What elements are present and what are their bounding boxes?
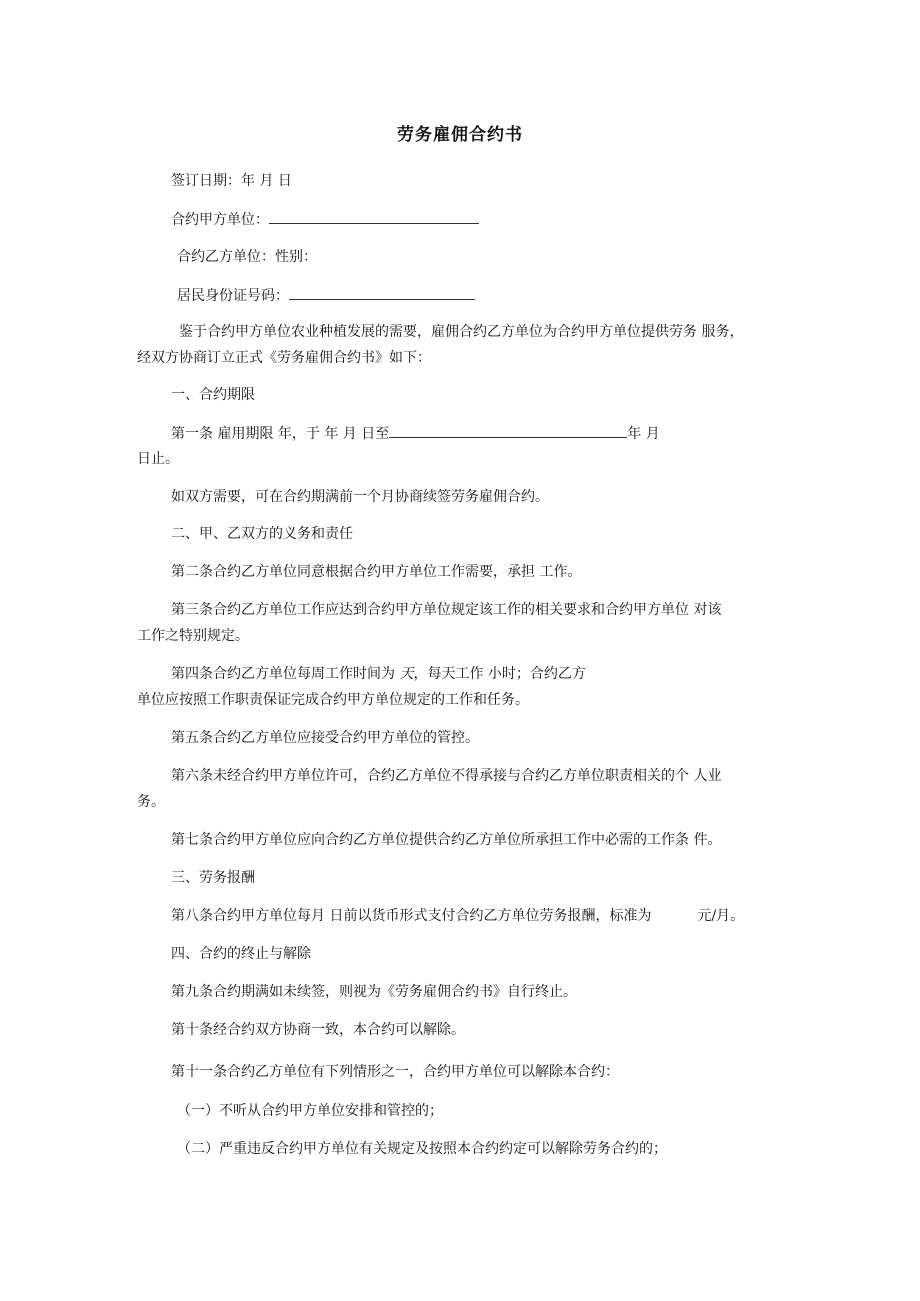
preamble-line-2: 经双方协商订立正式《劳务雇佣合约书》如下： — [137, 350, 431, 366]
article-1-text-end: 年 月 — [627, 426, 660, 442]
article-3-line-1: 第三条合约乙方单位工作应达到合约甲方单位规定该工作的相关要求和合约甲方单位 对该 — [171, 602, 722, 618]
article-1-blank — [389, 423, 627, 438]
article-4-days: 天 — [399, 666, 414, 682]
article-4-text-2: ，每天工作 小时；合约乙方 — [413, 666, 586, 682]
article-1-text: 第一条 雇用期限 年，于 年 月 日至 — [171, 426, 390, 442]
article-7: 第七条合约甲方单位应向合约乙方单位提供合约乙方单位所承担工作中必需的工作条 件。 — [171, 832, 722, 848]
article-3-line-2: 工作之特别规定。 — [137, 628, 249, 644]
section-2-heading: 二、甲、乙双方的义务和责任 — [171, 526, 353, 542]
id-line — [177, 285, 475, 306]
party-a-label: 合约甲方单位： — [171, 212, 269, 228]
article-4-line-1 — [171, 664, 586, 684]
preamble-line-1: 鉴于合约甲方单位农业种植发展的需要，雇佣合约乙方单位为合约甲方单位提供劳务 服务， — [179, 324, 744, 340]
section-4-heading: 四、合约的终止与解除 — [171, 946, 311, 962]
article-8-unit: 元/月。 — [697, 908, 745, 924]
party-a-line — [171, 209, 479, 230]
party-b-line: 合约乙方单位：性别： — [177, 249, 317, 265]
section-3-heading: 三、劳务报酬 — [171, 870, 255, 886]
article-4-text: 第四条合约乙方单位每周工作时间为 — [171, 666, 400, 682]
id-blank — [289, 285, 475, 300]
signing-date: 签订日期：年 月 日 — [171, 173, 292, 189]
id-label: 居民身份证号码： — [177, 288, 289, 304]
article-6-line-1: 第六条未经合约甲方单位许可，合约乙方单位不得承接与合约乙方单位职责相关的个 人业 — [171, 768, 722, 784]
article-6-line-2: 务。 — [137, 794, 165, 810]
article-9: 第九条合约期满如未续签，则视为《劳务雇佣合约书》自行终止。 — [171, 984, 577, 1000]
article-11-item-1: （一）不听从合约甲方单位安排和管控的； — [177, 1103, 443, 1119]
document-title: 劳务雇佣合约书 — [397, 125, 523, 145]
party-a-blank — [269, 209, 479, 224]
article-1-line-2: 日止。 — [137, 451, 179, 467]
article-11-item-2: （二）严重违反合约甲方单位有关规定及按照本合约约定可以解除劳务合约的； — [177, 1141, 667, 1157]
article-11: 第十一条合约乙方单位有下列情形之一，合约甲方单位可以解除本合约： — [171, 1064, 619, 1080]
section-1-heading: 一、合约期限 — [171, 387, 255, 403]
renewal-clause: 如双方需要，可在合约期满前一个月协商续签劳务雇佣合约。 — [171, 489, 549, 505]
article-4-line-2: 单位应按照工作职责保证完成合约甲方单位规定的工作和任务。 — [137, 692, 529, 708]
article-2: 第二条合约乙方单位同意根据合约甲方单位工作需要，承担 工作。 — [171, 564, 582, 580]
article-1-line-1 — [171, 423, 660, 444]
article-10: 第十条经合约双方协商一致，本合约可以解除。 — [171, 1022, 465, 1038]
article-8 — [171, 906, 744, 926]
article-8-text: 第八条合约甲方单位每月 日前以货币形式支付合约乙方单位劳务报酬，标准为 — [171, 908, 652, 924]
article-5: 第五条合约乙方单位应接受合约甲方单位的管控。 — [171, 730, 479, 746]
